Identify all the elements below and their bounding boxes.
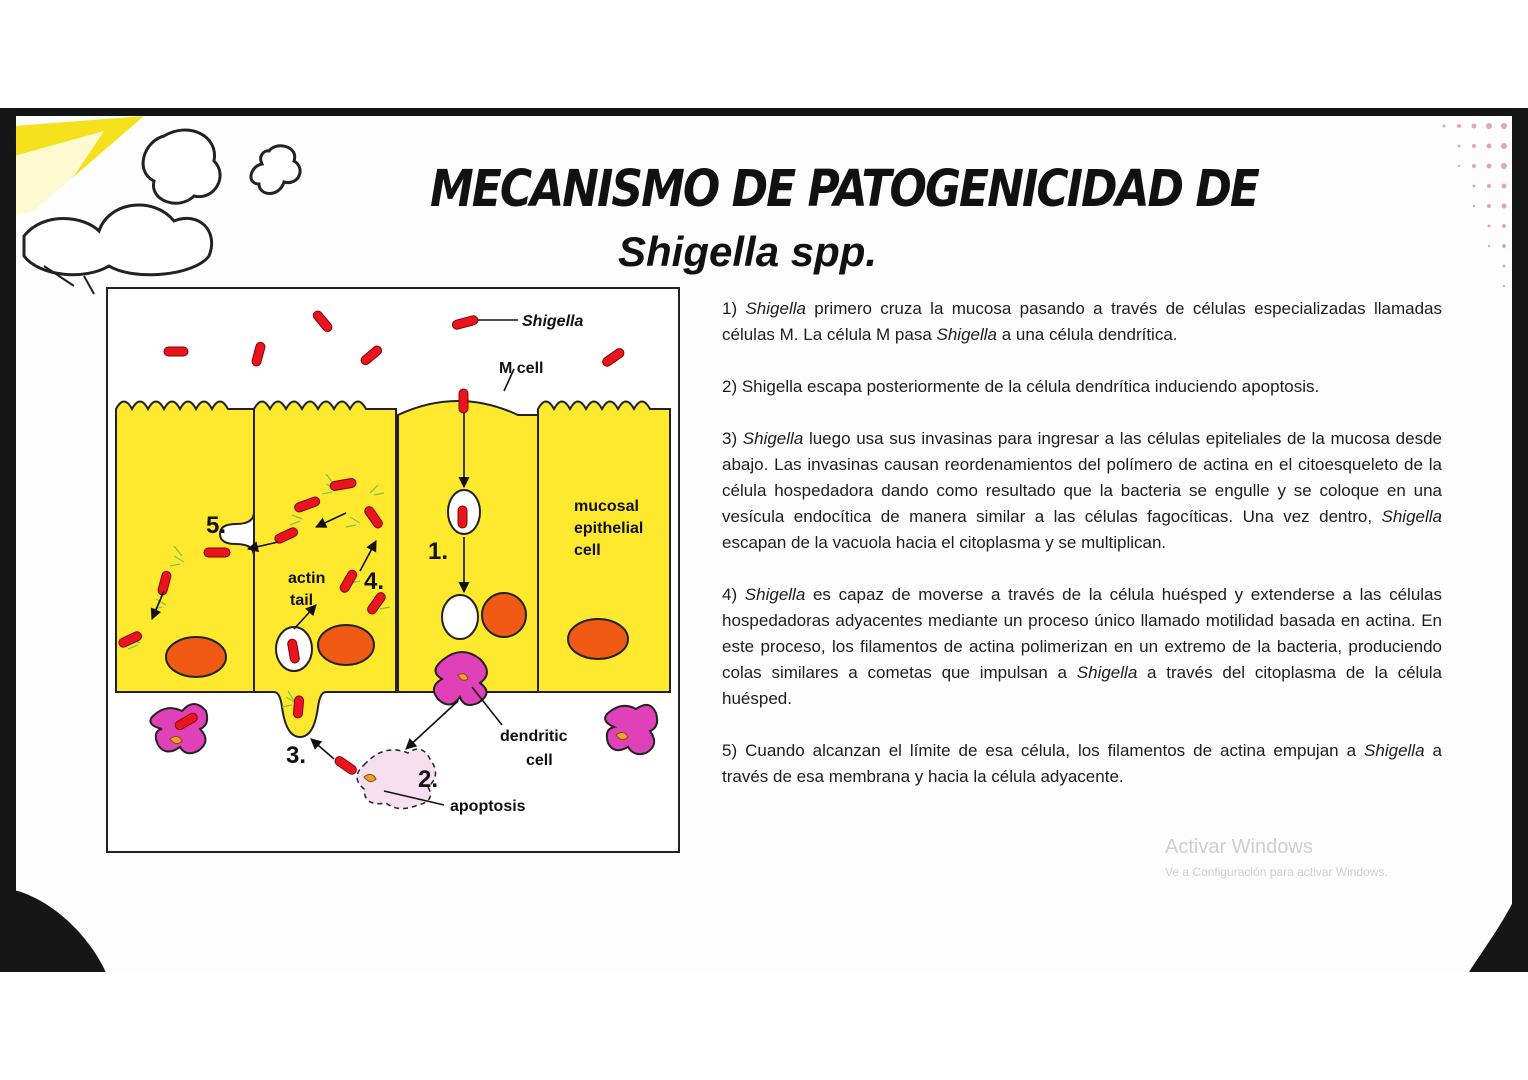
- bottom-margin: [0, 972, 1528, 1080]
- right-frame-edge: [1512, 108, 1528, 972]
- p3-number: 3): [722, 429, 743, 448]
- label-m-cell: M cell: [499, 360, 544, 377]
- p5-text-2: a través de esa membrana y hacia la célula adyacente.: [722, 741, 1442, 786]
- label-actin: actin: [288, 570, 326, 587]
- step-1: 1.: [428, 538, 449, 565]
- slide-subtitle: Shigella spp.: [618, 228, 878, 275]
- label-cell: cell: [574, 542, 601, 559]
- dendritic-cell: [605, 705, 657, 754]
- corner-curve-decoration-right: [1454, 900, 1514, 972]
- p5-text-1: 5) Cuando alcanzan el límite de esa célula, los filamentos de actina empujan a: [722, 741, 1365, 760]
- label-shigella: Shigella: [522, 313, 584, 330]
- p5-italic-1: Shigella: [1364, 741, 1425, 760]
- watermark-line-1: Activar Windows: [1165, 836, 1313, 858]
- paragraph-3: [722, 426, 1442, 556]
- corner-curve-decoration: [14, 860, 134, 972]
- p1-text-1: primero cruza la mucosa pasando a través de células especializadas llamadas células M. La célula M pasa: [722, 299, 1442, 344]
- paragraph-1: [722, 296, 1442, 348]
- label-apoptosis: apoptosis: [450, 798, 526, 815]
- label-mucosal: mucosal: [574, 498, 639, 515]
- p4-italic-1: Shigella: [744, 585, 806, 604]
- bacterium: [164, 347, 188, 356]
- paragraph-5: [722, 738, 1442, 790]
- p3-text-2: escapan de la vacuola hacia el citoplasma y se multiplican.: [722, 533, 1167, 552]
- step-2: 2.: [418, 766, 439, 793]
- left-frame-edge: [0, 108, 16, 972]
- step-4: 4.: [364, 568, 385, 595]
- vacuole: [442, 595, 478, 639]
- nucleus: [318, 625, 374, 665]
- windows-activation-watermark: [1165, 836, 1388, 879]
- bacterium: [293, 696, 304, 719]
- paragraph-4: [722, 582, 1442, 712]
- label-epithelial: epithelial: [574, 520, 644, 537]
- explanation-text: [722, 296, 1442, 816]
- p1-italic-1: Shigella: [745, 299, 806, 318]
- top-margin: [0, 0, 1528, 108]
- p4-text-2: a través del citoplasma de la célula huésped.: [722, 663, 1442, 708]
- bacterium: [459, 389, 468, 413]
- bacterium: [458, 506, 467, 528]
- step-3: 3.: [286, 742, 307, 769]
- m-cell: [398, 401, 538, 692]
- step-5: 5.: [206, 512, 227, 539]
- p1-number: 1): [722, 299, 746, 318]
- slide-title: MECANISMO DE PATOGENICIDAD DE: [430, 160, 1258, 219]
- p4-text-1: es capaz de moverse a través de la célula huésped y extenderse a las células hospedadoras adyacentes mediante un proceso único llamado motilidad basada en actina. En este proceso, los filamentos de actina polimerizan en un extremo de la bacteria, produciendo colas similares a cometas que impulsan a: [722, 585, 1443, 682]
- p3-italic-2: Shigella: [1381, 507, 1442, 526]
- p4-number: 4): [722, 585, 745, 604]
- label-tail: tail: [290, 592, 314, 609]
- p3-italic-1: Shigella: [742, 429, 804, 448]
- bacterium: [204, 548, 230, 557]
- p4-italic-2: Shigella: [1076, 663, 1138, 682]
- label-dendritic-cell: cell: [526, 752, 553, 769]
- nucleus: [482, 593, 526, 637]
- p3-text-1: luego usa sus invasinas para ingresar a las células epiteliales de la mucosa desde abajo. Las invasinas causan reordenamientos del polímero de actina en el citoesqueleto de la célula hospedadora dando como resultado que la bacteria se engulle y se coloque en una vesícula endocítica de manera similar a las células fagocíticas. Una vez dentro,: [722, 429, 1442, 526]
- p1-italic-2: Shigella: [936, 325, 997, 344]
- nucleus: [568, 619, 628, 659]
- paragraph-2: 2) Shigella escapa posteriormente de la célula dendrítica induciendo apoptosis.: [722, 377, 1320, 396]
- p1-text-2: a una célula dendrítica.: [997, 325, 1178, 344]
- shigella-mechanism-diagram: [106, 287, 680, 853]
- watermark-line-2: Ve a Configuración para activar Windows.: [1165, 865, 1388, 879]
- nucleus: [166, 637, 226, 677]
- comic-cloud-decoration: [14, 116, 314, 296]
- label-dendritic: dendritic: [500, 728, 568, 745]
